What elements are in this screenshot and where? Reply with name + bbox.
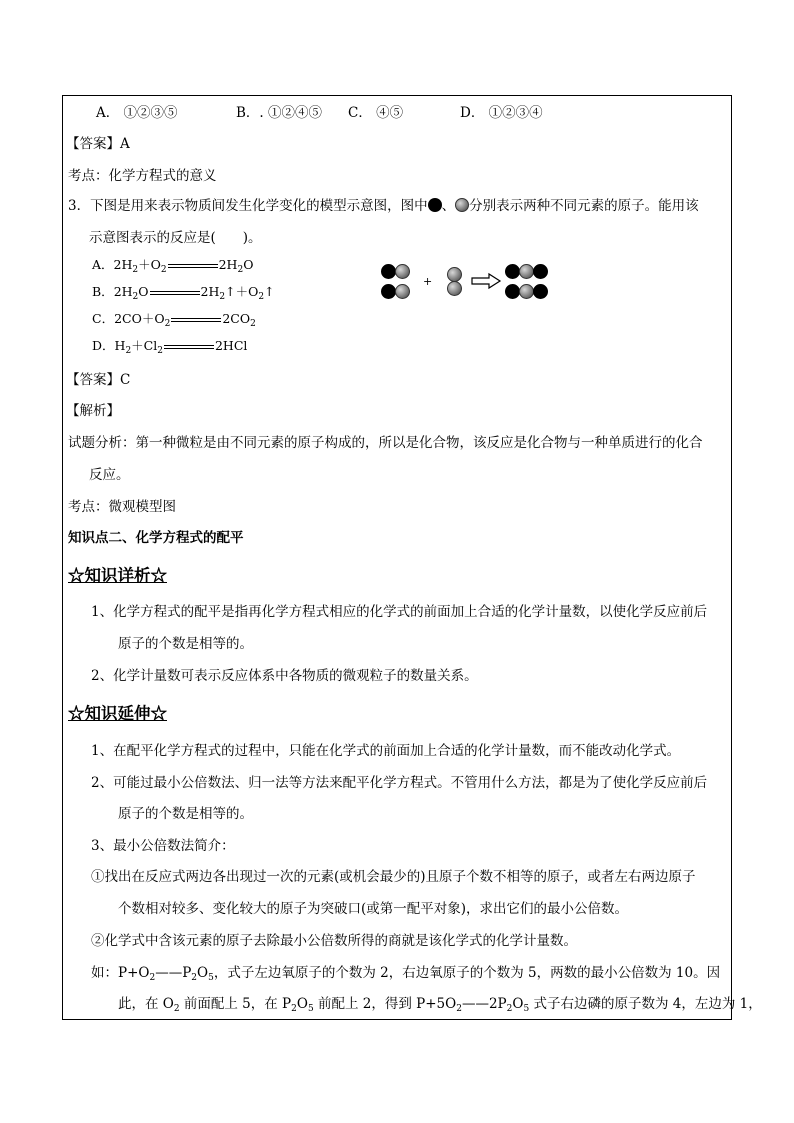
q3-stem-pre: 3．下图是用来表示物质间发生化学变化的模型示意图，图中	[68, 198, 428, 214]
q2-answer: 【答案】A	[66, 136, 130, 152]
q3-option-c-label: C．	[92, 311, 115, 326]
q2-options-row	[96, 104, 543, 122]
example-line1	[91, 964, 720, 982]
ext-3: 3、最小公倍数法简介：	[91, 838, 235, 854]
equals-bar	[150, 291, 200, 295]
sub: 2	[132, 292, 139, 302]
reaction-arrow-icon	[471, 273, 501, 289]
q2-option-a: A． ①②③⑤	[96, 105, 178, 121]
example-text: 此，在 O	[118, 996, 174, 1012]
ext-3-2: ②化学式中含该元素的原子去除最小公倍数所得的商就是该化学式的化学计量数。	[91, 933, 577, 949]
ext-2a: 2、可能过最小公倍数法、归一法等方法来配平化学方程式。不管用什么方法，都是为了使化学反应前后	[91, 775, 708, 791]
example-text: ——P	[155, 965, 192, 981]
equals-bar	[168, 264, 218, 268]
black-atom-icon	[505, 264, 520, 279]
sub: 2	[132, 265, 139, 275]
sub: 2	[506, 1004, 513, 1014]
section2-title: 知识点二、化学方程式的配平	[68, 530, 244, 546]
q2-option-b: B．. ①②④⑤	[236, 105, 323, 121]
black-atom-icon	[428, 198, 442, 212]
q3-d-right: 2HCl	[214, 338, 248, 353]
sub: 2	[456, 1004, 462, 1014]
sub: 2	[125, 346, 132, 356]
sub: 2	[219, 292, 226, 302]
grey-atom-icon	[455, 198, 469, 212]
sub: 2	[191, 973, 198, 983]
q3-option-a-label: A．	[92, 257, 114, 272]
q3-a-right: 2H	[218, 257, 238, 272]
sub: 2	[149, 973, 156, 983]
plus-sign: +	[423, 275, 433, 288]
black-atom-icon	[505, 284, 520, 299]
q3-d-left: H	[114, 338, 126, 353]
grey-atom-icon	[447, 267, 462, 282]
q3-a-right2: O	[243, 257, 254, 272]
q2-option-c: C． ④⑤	[348, 105, 404, 121]
example-text: 如：P+O	[91, 965, 150, 981]
detail-2: 2、化学计量数可表示反应体系中各物质的微观粒子的数量关系。	[91, 668, 478, 684]
q3-stem-post: 分别表示两种不同元素的原子。能用该	[469, 198, 699, 214]
sub: 5	[208, 973, 214, 983]
example-text: O	[197, 965, 209, 981]
example-text: 前面配上 5，在 P	[179, 996, 292, 1012]
q3-option-d-label: D．	[92, 338, 115, 353]
grey-atom-icon	[395, 264, 410, 279]
sub: 2	[164, 319, 171, 329]
sub: 5	[523, 1004, 530, 1014]
grey-atom-icon	[519, 284, 534, 299]
ext-3-1b: 个数相对较多、变化较大的原子为突破口(或第一配平对象)，求出它们的最小公倍数。	[118, 901, 629, 917]
sub: 5	[307, 1004, 314, 1014]
q3-a-left: 2H	[113, 257, 133, 272]
extend-heading: ☆知识延伸☆	[68, 704, 167, 723]
sub: 2	[173, 1004, 180, 1014]
q3-c-left: 2CO＋O	[114, 311, 165, 326]
ext-3-1a: ①找出在反应式两边各出现过一次的元素(或机会最少的)且原子个数不相等的原子，或者左右两边原子	[91, 869, 696, 885]
q3-stem-line2: 示意图表示的反应是( )。	[89, 230, 262, 246]
content-frame	[62, 95, 762, 1020]
black-atom-icon	[533, 264, 548, 279]
example-text: ——2P	[461, 996, 507, 1012]
equals-bar	[171, 318, 221, 322]
q3-b-right: 2H	[200, 284, 220, 299]
q3-topic: 考点：微观模型图	[68, 499, 176, 515]
q3-a-mid: ＋O	[138, 257, 161, 272]
example-text: O	[512, 996, 524, 1012]
black-atom-icon	[381, 264, 396, 279]
q3-b-right2: ↑＋O	[225, 284, 259, 299]
q3-option-b-label: B．	[92, 284, 114, 299]
black-atom-icon	[533, 284, 548, 299]
q3-option-c	[92, 310, 256, 328]
sub: 2	[237, 265, 244, 275]
ext-2b: 原子的个数是相等的。	[118, 806, 253, 822]
q3-option-a	[92, 256, 253, 274]
ext-1: 1、在配平化学方程式的过程中，只能在化学式的前面加上合适的化学计量数，而不能改动化学式。	[91, 743, 681, 759]
q2-topic: 考点：化学方程式的意义	[68, 168, 217, 184]
q3-analysis-line2: 反应。	[89, 467, 130, 483]
q3-c-right: 2CO	[222, 311, 251, 326]
detail-1b: 原子的个数是相等的。	[118, 636, 253, 652]
grey-atom-icon	[519, 264, 534, 279]
reaction-model-diagram	[381, 264, 561, 304]
grey-atom-icon	[395, 284, 410, 299]
example-text: O	[296, 996, 308, 1012]
sub: 2	[291, 1004, 297, 1014]
detail-1a: 1、化学方程式的配平是指再化学方程式相应的化学式的前面加上合适的化学计量数，以使化学反应前后	[91, 604, 708, 620]
sub: 2	[160, 265, 167, 275]
example-line2	[118, 995, 762, 1013]
equals-bar	[164, 345, 214, 349]
detail-heading: ☆知识详析☆	[68, 566, 167, 585]
q3-stem-line1	[68, 197, 699, 215]
q3-b-left: 2H	[113, 284, 133, 299]
q3-analysis-label: 【解析】	[66, 403, 120, 419]
q3-d-mid: ＋Cl	[131, 338, 158, 353]
example-text: 前配上 2，得到 P+5O	[313, 996, 457, 1012]
q3-stem-sep: 、	[441, 198, 456, 214]
q3-option-b	[92, 283, 275, 301]
sub: 2	[258, 292, 265, 302]
example-text: 式子右边磷的原子数为 4，左边为 1，	[529, 996, 762, 1012]
q3-answer: 【答案】C	[66, 372, 131, 388]
example-text: ，式子左边氧原子的个数为 2，右边氧原子的个数为 5，两数的最小公倍数为 10。因	[213, 965, 721, 981]
q3-option-d	[92, 337, 247, 355]
sub: 2	[250, 319, 256, 329]
q3-analysis-line1: 试题分析：第一种微粒是由不同元素的原子构成的，所以是化合物，该反应是化合物与一种单质进行的化合	[68, 435, 703, 451]
black-atom-icon	[381, 284, 396, 299]
q2-option-d: D． ①②③④	[460, 105, 543, 121]
q3-b-right3: ↑	[264, 284, 275, 299]
q3-b-left2: O	[138, 284, 149, 299]
sub: 2	[157, 346, 163, 356]
grey-atom-icon	[447, 281, 462, 296]
